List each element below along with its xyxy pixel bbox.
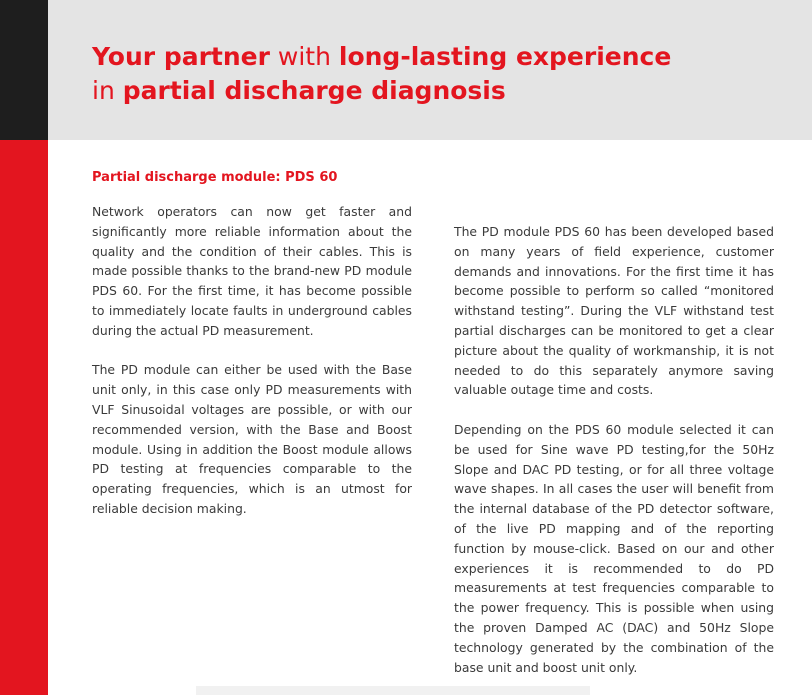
left-column	[92, 202, 412, 539]
sidebar-black-bar	[0, 0, 48, 140]
headline-text-in: in	[92, 76, 123, 105]
right-column	[454, 222, 774, 697]
left-paragraph-1: Network operators can now get faster and significantly more reliable information about the quality and the condition of their cables. This is made possible thanks to the brand-new PD module PDS 60. For the first time, it has become possible to immediately locate faults in underground cables during the actual PD measurement.	[92, 204, 412, 338]
right-paragraph-1: The PD module PDS 60 has been developed based on many years of field experience, customer demands and innovations. For the first time it has become possible to perform so called “monitored withstand testing”. During the VLF withstand test partial discharges can be monitored to get a clear picture about the quality of workmanship, it is not needed to do this separately anymore saving valuable outage time and costs.	[454, 224, 774, 398]
sidebar-red-bar	[0, 140, 48, 695]
headline-text-with: with	[269, 42, 339, 71]
left-paragraph-2: The PD module can either be used with the Base unit only, in this case only PD measurements with VLF Sinusoidal voltages are possible, or with our recommended version, with the Base and Boost module. Using in addition the Boost module allows PD testing at frequencies comparable to the operating frequencies, which is an utmost for reliable decision making.	[92, 362, 412, 516]
section-title: Partial discharge module: PDS 60	[92, 170, 338, 185]
headline-bold-partner: Your partner	[92, 42, 270, 71]
footer-strip	[196, 686, 590, 695]
headline-bold-diagnosis: partial discharge diagnosis	[122, 76, 506, 105]
right-paragraph-2: Depending on the PDS 60 module selected it can be used for Sine wave PD testing,for the 50Hz Slope and DAC PD testing, or for all three voltage wave shapes. In all cases the user will benefit from the internal database of the PD detector software, of the live PD mapping and of the reporting function by mouse-click. Based on our and other experiences it is recommended to do PD measurements at test frequencies comparable to the power frequency. This is possible when using the proven Damped AC (DAC) and 50Hz Slope technology generated by the combination of the base unit and boost unit only.	[454, 421, 774, 675]
headline-bold-experience: long-lasting experience	[338, 42, 672, 71]
page-headline	[92, 40, 792, 108]
